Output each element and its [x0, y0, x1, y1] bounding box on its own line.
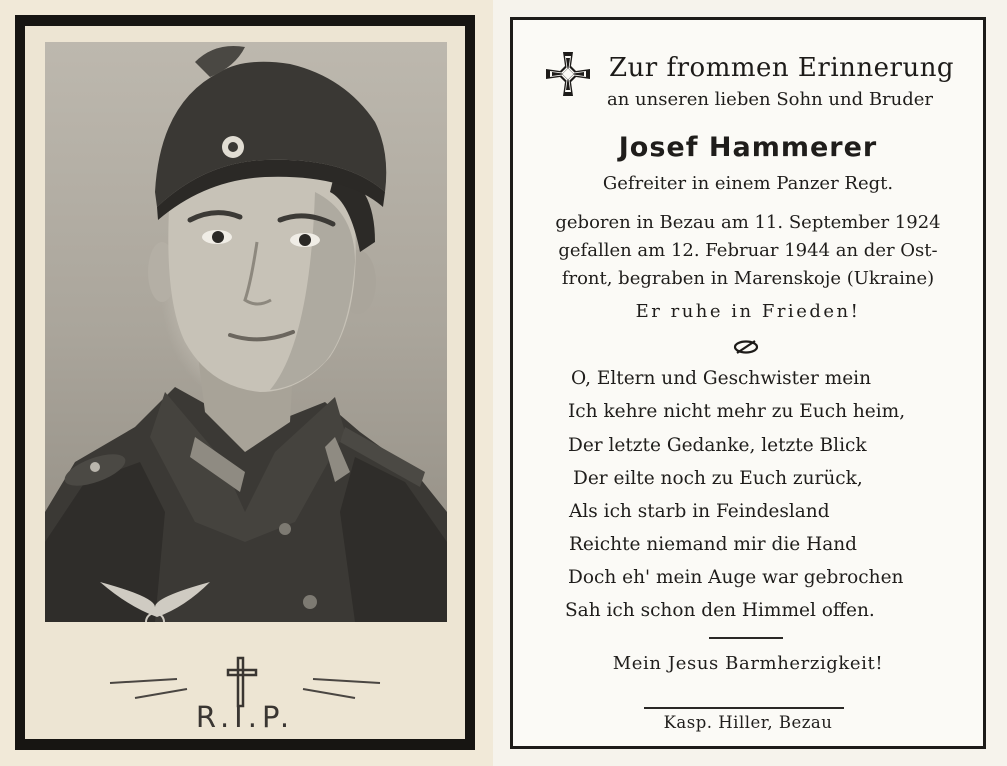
poem-line: Doch eh' mein Auge war gebrochen	[568, 567, 904, 588]
poem-line: Reichte niemand mir die Hand	[569, 534, 858, 555]
card-inner-panel	[25, 26, 465, 739]
poem-line: Ich kehre nicht mehr zu Euch heim,	[568, 401, 906, 422]
latin-cross-icon	[228, 658, 256, 706]
poem-line: Der letzte Gedanke, letzte Blick	[568, 435, 867, 456]
rip-footer	[25, 626, 465, 739]
bio-line: front, begraben in Marenskoje (Ukraine)	[561, 268, 935, 289]
card-heading: Zur frommen Erinnerung	[609, 53, 955, 83]
memorial-card-front	[0, 0, 493, 766]
deceased-name: Josef Hammerer	[618, 132, 878, 163]
poem-line: O, Eltern und Geschwister mein	[571, 368, 872, 389]
poem-line: Der eilte noch zu Euch zurück,	[573, 468, 863, 489]
soldier-portrait-photo	[45, 42, 447, 622]
rip-text: R.I.P.	[195, 700, 295, 734]
text-panel-border	[510, 17, 986, 749]
divider-rule	[709, 637, 783, 639]
dedication-subheading: an unseren lieben Sohn und Bruder	[606, 89, 934, 110]
divider-rule	[644, 707, 844, 709]
printer-credit: Kasp. Hiller, Bezau	[663, 713, 833, 732]
bio-line: gefallen am 12. Februar 1944 an der Ost-	[558, 240, 938, 261]
memorial-card-back	[493, 0, 1007, 766]
bio-line: geboren in Bezau am 11. September 1924	[555, 212, 941, 233]
poem-line: Sah ich schon den Himmel offen.	[565, 600, 875, 621]
poem-line: Als ich starb in Feindesland	[569, 501, 830, 522]
closing-prayer: Mein Jesus Barmherzigkeit!	[612, 653, 884, 674]
black-mourning-border	[15, 15, 475, 750]
blessing-line: Er ruhe in Frieden!	[635, 301, 861, 322]
ornament-icon	[732, 339, 760, 355]
military-rank: Gefreiter in einem Panzer Regt.	[602, 173, 894, 194]
